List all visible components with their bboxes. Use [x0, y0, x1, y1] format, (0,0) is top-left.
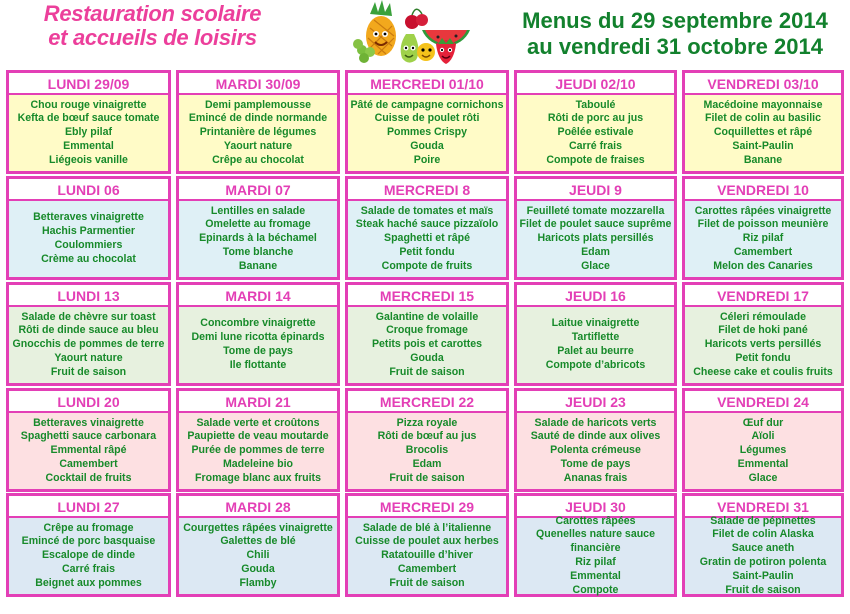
service-title — [20, 2, 285, 50]
menu-item: Filet de poisson meunière — [697, 218, 829, 231]
menu-item: Fruit de saison — [389, 471, 465, 484]
day-cell — [514, 493, 677, 597]
day-heading: LUNDI 20 — [9, 391, 168, 413]
menu-item: Macédoine mayonnaise — [703, 98, 823, 111]
day-heading: LUNDI 29/09 — [9, 73, 168, 95]
menu-item: Fromage blanc aux fruits — [195, 471, 321, 484]
menu-item: Carré frais — [569, 139, 622, 152]
day-cell — [514, 388, 677, 492]
menu-item: Banane — [238, 259, 278, 272]
menu-item: Poire — [413, 153, 441, 166]
menu-item: Œuf dur — [742, 416, 784, 429]
day-cell — [6, 388, 171, 492]
menu-list — [179, 413, 337, 489]
menu-list — [348, 201, 506, 277]
menu-item: Sauté de dinde aux olives — [530, 430, 661, 443]
menu-list — [9, 307, 168, 383]
menu-item: Emmental — [63, 139, 114, 152]
menu-item: Fruit de saison — [389, 365, 465, 378]
menu-item: Hachis Parmentier — [41, 225, 136, 238]
menu-list — [517, 201, 674, 277]
menu-item: Betteraves vinaigrette — [33, 416, 144, 429]
menu-item: Pâté de campagne cornichons — [350, 98, 504, 111]
menu-list — [179, 201, 337, 277]
menu-item: Tome de pays — [560, 457, 631, 470]
menu-item: Omelette au fromage — [205, 218, 311, 231]
menu-list — [9, 518, 168, 594]
menu-item: Palet au beurre — [557, 345, 634, 357]
day-cell — [345, 70, 509, 174]
page-header — [0, 0, 850, 68]
menu-item: Galettes de blé — [220, 535, 296, 548]
menu-item: Ebly pilaf — [64, 126, 113, 139]
week-row — [6, 388, 844, 492]
day-heading: MARDI 21 — [179, 391, 337, 413]
day-heading: VENDREDI 17 — [685, 285, 841, 307]
menu-item: Chou rouge vinaigrette — [30, 98, 147, 111]
menu-item: Camembert — [59, 457, 118, 470]
menu-item: Salade de pépinettes — [710, 514, 816, 527]
menu-item: Haricots verts persillés — [704, 338, 822, 351]
menu-item: Saint-Paulin — [732, 569, 794, 582]
day-heading: JEUDI 9 — [517, 179, 674, 201]
menu-item: Rôti de bœuf au jus — [377, 430, 477, 443]
menu-item: Carottes râpées vinaigrette — [694, 204, 832, 217]
menu-item: Pommes Crispy — [386, 126, 468, 139]
day-heading: MERCREDI 01/10 — [348, 73, 506, 95]
menu-item: Compote d’abricots — [545, 358, 646, 371]
menu-item: Carré frais — [62, 562, 115, 575]
menu-item: Compote de fraises — [546, 153, 645, 166]
menu-item: Beignet aux pommes — [35, 576, 142, 589]
menu-item: Crêpe au chocolat — [212, 153, 304, 166]
menu-item: Taboulé — [575, 98, 616, 111]
menu-item: Demi lune ricotta épinards — [191, 331, 325, 344]
menu-item: Paupiette de veau moutarde — [187, 430, 329, 443]
menu-item: Aïoli — [751, 430, 775, 443]
menu-item: Filet de colin Alaska — [712, 528, 814, 541]
menu-item: Glace — [748, 471, 778, 484]
menu-item: Kefta de bœuf sauce tomate — [17, 112, 160, 125]
day-cell — [514, 70, 677, 174]
day-heading: JEUDI 23 — [517, 391, 674, 413]
menu-item: Gouda — [410, 351, 444, 364]
menu-item: Céleri rémoulade — [720, 310, 806, 323]
menu-item: Feuilleté tomate mozzarella — [526, 204, 665, 217]
day-heading: JEUDI 30 — [517, 496, 674, 518]
menu-item: Banane — [743, 153, 783, 166]
menu-item: Poêlée estivale — [557, 126, 634, 139]
menu-item: Cuisse de poulet rôti — [374, 112, 480, 125]
day-cell — [176, 282, 340, 386]
menu-item: Petit fondu — [399, 245, 455, 258]
day-cell — [6, 282, 171, 386]
menu-item: Salade de chèvre sur toast — [21, 310, 156, 323]
menu-item: Melon des Canaries — [713, 259, 813, 272]
day-heading: MERCREDI 29 — [348, 496, 506, 518]
day-cell — [345, 176, 509, 280]
menu-item: Steak haché sauce pizzaïolo — [355, 218, 499, 231]
menu-item: Gouda — [410, 139, 444, 152]
day-cell — [176, 388, 340, 492]
menu-item: Pizza royale — [396, 416, 458, 429]
menu-item: Filet de hoki pané — [718, 324, 808, 337]
menu-list — [348, 307, 506, 383]
day-cell — [176, 176, 340, 280]
menu-item: Filet de poulet sauce suprême — [519, 218, 672, 231]
menu-list — [348, 95, 506, 171]
menu-item: Concombre vinaigrette — [200, 317, 316, 330]
day-heading: VENDREDI 24 — [685, 391, 841, 413]
day-cell — [6, 70, 171, 174]
menu-item: Cuisse de poulet aux herbes — [355, 535, 499, 548]
day-cell — [345, 282, 509, 386]
day-cell — [176, 493, 340, 597]
menu-item: Emmental râpé — [50, 444, 127, 457]
week-row — [6, 70, 844, 174]
menu-item: Tartiflette — [571, 331, 620, 344]
menu-item: Rôti de dinde sauce au bleu — [18, 324, 159, 337]
menu-item: Spaghetti et râpé — [384, 232, 470, 245]
menu-item: financière — [570, 542, 621, 555]
menu-item: Haricots plats persillés — [537, 232, 654, 245]
menu-item: Sauce aneth — [731, 542, 795, 555]
menu-item: Croque fromage — [386, 324, 468, 337]
menu-item: Coquillettes et râpé — [713, 126, 813, 139]
menu-item: Compote — [572, 583, 619, 596]
day-cell — [514, 176, 677, 280]
menu-item: Madeleine bio — [222, 457, 294, 470]
menu-list — [685, 413, 841, 489]
menu-item: Riz pilaf — [575, 556, 616, 568]
menu-list — [685, 514, 841, 596]
menu-item: Quenelles nature sauce — [536, 528, 655, 541]
menu-item: Epinards à la béchamel — [199, 232, 317, 245]
menu-item: Yaourt nature — [223, 139, 293, 152]
menu-item: Galantine de volaille — [375, 310, 479, 323]
menu-item: Laitue vinaigrette — [551, 317, 640, 330]
day-cell — [682, 176, 844, 280]
day-cell — [6, 493, 171, 597]
period-title-line-2: au vendredi 31 octobre 2014 — [527, 34, 823, 59]
menu-item: Gratin de potiron polenta — [699, 556, 827, 568]
day-cell — [682, 70, 844, 174]
menu-item: Camembert — [733, 245, 793, 258]
menu-list — [517, 514, 674, 596]
menu-item: Crêpe au fromage — [43, 521, 134, 534]
menu-item: Glace — [581, 259, 610, 272]
menu-item: Gnocchis de pommes de terre — [12, 338, 165, 351]
menu-item: Fruit de saison — [725, 583, 801, 596]
day-cell — [176, 70, 340, 174]
day-heading: MERCREDI 8 — [348, 179, 506, 201]
menu-list — [179, 95, 337, 171]
menu-item: Ile flottante — [229, 358, 287, 371]
menu-item: Crème au chocolat — [41, 252, 136, 265]
period-title-line-1: Menus du 29 septembre 2014 — [522, 8, 828, 33]
menu-item: Fruit de saison — [50, 365, 127, 378]
menu-item: Légumes — [739, 444, 787, 457]
menu-item: Ananas frais — [563, 471, 628, 484]
menu-list — [517, 307, 674, 383]
menu-item: Ratatouille d’hiver — [381, 549, 473, 562]
day-heading: MARDI 14 — [179, 285, 337, 307]
menu-item: Betteraves vinaigrette — [33, 211, 144, 224]
menu-item: Cheese cake et coulis fruits — [693, 365, 833, 378]
day-cell — [682, 388, 844, 492]
menu-item: Filet de colin au basilic — [705, 112, 821, 125]
menu-item: Salade de tomates et maïs — [360, 204, 494, 217]
menu-list — [9, 201, 168, 277]
week-row — [6, 282, 844, 386]
menu-item: Purée de pommes de terre — [191, 444, 325, 457]
menu-item: Salade verte et croûtons — [196, 416, 320, 429]
day-heading: LUNDI 27 — [9, 496, 168, 518]
menu-item: Coulommiers — [54, 239, 123, 251]
day-heading: MERCREDI 15 — [348, 285, 506, 307]
day-cell — [345, 493, 509, 597]
menu-item: Yaourt nature — [54, 351, 123, 364]
day-cell — [6, 176, 171, 280]
menu-item: Tome blanche — [222, 245, 294, 258]
menu-item: Rôti de porc au jus — [547, 112, 644, 125]
day-cell — [345, 388, 509, 492]
day-heading: VENDREDI 10 — [685, 179, 841, 201]
menu-item: Compote de fruits — [381, 259, 473, 272]
menu-item: Polenta crémeuse — [550, 444, 641, 457]
menu-item: Salade de haricots verts — [534, 416, 657, 429]
menu-item: Courgettes râpées vinaigrette — [183, 521, 333, 534]
day-heading: VENDREDI 03/10 — [685, 73, 841, 95]
menu-item: Cocktail de fruits — [45, 471, 132, 484]
service-title-line-1: Restauration scolaire — [43, 1, 262, 26]
menu-item: Camembert — [397, 562, 457, 575]
menu-item: Edam — [412, 457, 442, 470]
menu-item: Emmental — [737, 457, 789, 470]
fruits-vegetables-mascots-icon — [350, 0, 475, 68]
menu-item: Emincé de dinde normande — [188, 112, 328, 125]
day-heading: MARDI 30/09 — [179, 73, 337, 95]
menu-item: Printanière de légumes — [199, 126, 317, 139]
day-cell — [682, 282, 844, 386]
menu-item: Edam — [581, 245, 610, 258]
menu-list — [517, 413, 674, 489]
menu-item: Fruit de saison — [389, 576, 465, 589]
day-heading: JEUDI 02/10 — [517, 73, 674, 95]
menu-item: Saint-Paulin — [732, 139, 794, 152]
menu-item: Chili — [246, 549, 270, 562]
menu-list — [348, 518, 506, 594]
day-heading: MARDI 07 — [179, 179, 337, 201]
week-row — [6, 493, 844, 597]
menu-item: Spaghetti sauce carbonara — [20, 430, 157, 443]
menu-item: Petit fondu — [735, 351, 791, 364]
period-title — [516, 8, 834, 60]
menu-list — [179, 518, 337, 594]
menu-list — [685, 307, 841, 383]
menu-list — [179, 307, 337, 383]
service-title-line-2: et accueils de loisirs — [48, 25, 257, 50]
menu-item: Escalope de dinde — [41, 549, 136, 562]
menu-item: Riz pilaf — [742, 232, 784, 245]
menu-item: Tome de pays — [223, 345, 293, 357]
menu-list — [685, 201, 841, 277]
week-row — [6, 176, 844, 280]
menu-list — [9, 95, 168, 171]
menu-item: Salade de blé à l’italienne — [362, 521, 492, 534]
menu-list — [9, 413, 168, 489]
menu-item: Emmental — [570, 569, 621, 582]
day-cell — [514, 282, 677, 386]
menu-list — [348, 413, 506, 489]
menu-item: Flamby — [239, 576, 277, 589]
day-heading: MERCREDI 22 — [348, 391, 506, 413]
day-heading: JEUDI 16 — [517, 285, 674, 307]
menu-item: Carottes râpées — [555, 514, 636, 527]
menu-item: Petits pois et carottes — [371, 338, 483, 351]
menu-list — [685, 95, 841, 171]
day-heading: LUNDI 06 — [9, 179, 168, 201]
menu-item: Emincé de porc basquaise — [21, 535, 156, 548]
menu-item: Gouda — [241, 562, 275, 575]
day-heading: LUNDI 13 — [9, 285, 168, 307]
menu-item: Brocolis — [405, 444, 449, 457]
menu-item: Demi pamplemousse — [205, 98, 311, 111]
day-heading: MARDI 28 — [179, 496, 337, 518]
menu-list — [517, 95, 674, 171]
menu-item: Lentilles en salade — [210, 204, 306, 217]
day-cell — [682, 493, 844, 597]
day-heading: VENDREDI 31 — [685, 496, 841, 518]
menu-item: Liégeois vanille — [49, 153, 128, 166]
